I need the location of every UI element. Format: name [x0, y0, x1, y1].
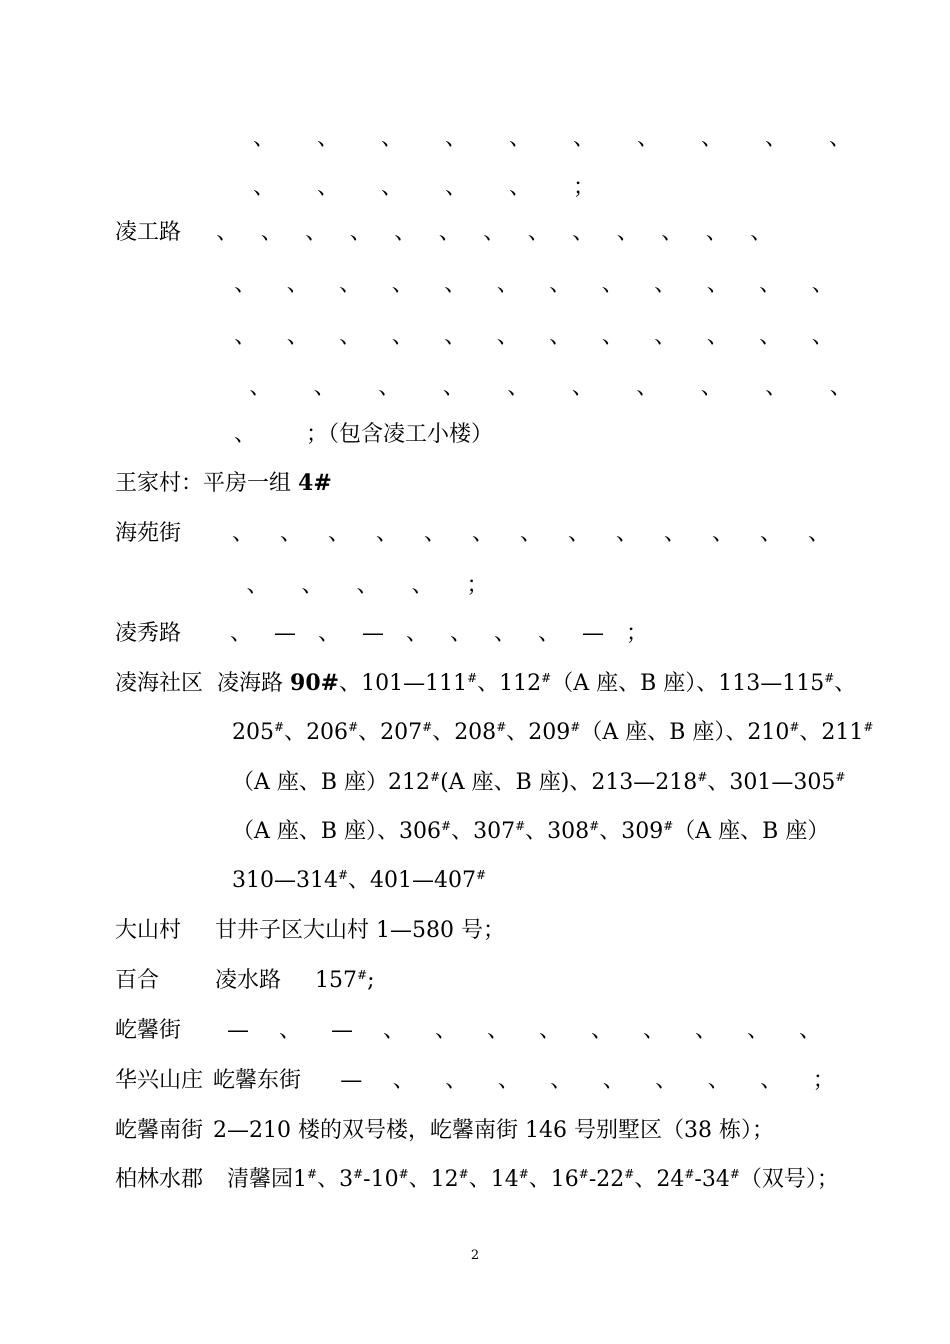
address-text: 、14	[468, 1167, 519, 1192]
separator-mark: 、	[449, 621, 472, 646]
separator-mark: 、	[759, 324, 782, 349]
page-number: 2	[470, 1248, 480, 1263]
section-label-linggong: 凌工路	[115, 220, 182, 245]
separator-mark: 、	[305, 220, 328, 245]
wangjia-label: 王家村：平房一组	[115, 471, 292, 496]
section-label-dashan: 大山村	[115, 918, 182, 943]
linggong-note: （包含凌工小楼）	[328, 422, 494, 447]
address-text: 、101—111	[339, 671, 468, 696]
number-mark: #	[515, 819, 526, 833]
address-text: （A 座、B 座）、210	[580, 720, 790, 745]
separator-mark: 、	[301, 573, 324, 598]
separator-mark: 、	[234, 272, 257, 297]
separator-mark: 、	[765, 375, 788, 400]
number-mark: #	[337, 868, 349, 882]
dashan-value: 甘井子区大山村 1—580 号；	[215, 918, 505, 943]
address-text: （A 座、B 座）、306	[232, 819, 442, 844]
separator-mark: 、	[571, 375, 594, 400]
huaxing-separators	[325, 1064, 850, 1098]
number-mark: #	[353, 1167, 364, 1181]
linghai-line-3	[232, 766, 845, 800]
address-text: (A 座、B 座)、213—218	[440, 770, 698, 795]
bolin-parts	[293, 1167, 839, 1192]
linghai-line-5	[232, 864, 486, 898]
lingxiu-separators	[219, 617, 659, 651]
number-mark: #	[729, 1167, 740, 1181]
linghai-road: 凌海路	[217, 671, 284, 696]
yixinnan-line	[115, 1114, 774, 1148]
address-text: 、307	[451, 819, 516, 844]
number-mark: #	[458, 1167, 469, 1181]
separator-mark: 、	[572, 220, 595, 245]
linggong-row5-semicolon: ；	[306, 422, 329, 447]
number-mark: #	[863, 720, 874, 734]
number-mark: #	[684, 1167, 695, 1181]
address-text: （双号）；	[739, 1167, 839, 1192]
address-text: （A 座、B 座）	[673, 819, 830, 844]
separator-mark: 、	[829, 375, 852, 400]
number-mark: #	[697, 770, 708, 784]
separator-mark: 、	[278, 1018, 301, 1043]
address-text: （A 座、B 座）、113—115	[551, 671, 825, 696]
separator-mark: 、	[327, 521, 350, 546]
separator-mark: 、	[508, 175, 531, 200]
separator-mark: 、	[601, 272, 624, 297]
address-text: 、112	[477, 671, 542, 696]
separator-mark: 、	[798, 1018, 821, 1043]
separator-mark: 、	[286, 324, 309, 349]
address-text: 、16	[528, 1167, 579, 1192]
separator-mark: 、	[760, 1068, 783, 1093]
separator-mark: 、	[234, 324, 257, 349]
address-text: 、207	[358, 720, 423, 745]
wangjia-line	[115, 466, 332, 500]
wangjia-value: 4#	[298, 470, 332, 496]
number-mark: #	[578, 1167, 589, 1181]
linghai-line-2	[232, 716, 873, 750]
address-text: -10	[363, 1167, 399, 1192]
baihe-end: ;	[367, 968, 375, 993]
separator-mark: —	[362, 621, 384, 646]
address-text: 、211	[799, 720, 864, 745]
separator-mark: —	[582, 621, 604, 646]
number-mark: #	[518, 1167, 529, 1181]
yixin-separators	[212, 1014, 836, 1048]
separator-mark: 、	[807, 521, 830, 546]
separator-mark: —	[274, 621, 296, 646]
linghai-line-4	[232, 815, 829, 849]
separator-mark: 、	[661, 220, 684, 245]
separator-mark: 、	[636, 126, 659, 151]
separator-mark: 、	[746, 1018, 769, 1043]
separator-mark: —	[331, 1018, 353, 1043]
number-mark: #	[589, 819, 600, 833]
separator-mark: 、	[391, 272, 414, 297]
separator-mark: 、	[616, 220, 639, 245]
number-mark: #	[541, 671, 552, 685]
linggong-row-1	[205, 216, 784, 250]
address-text: 、12	[408, 1167, 459, 1192]
number-mark: #	[824, 671, 835, 685]
separator-row-1	[232, 122, 872, 156]
number-mark: #	[398, 1167, 409, 1181]
separator-mark: 、	[286, 272, 309, 297]
baihe-road: 凌水路	[215, 968, 282, 993]
linghai-l1	[339, 671, 856, 696]
separator-row-2	[232, 171, 616, 205]
section-label-yixinnan: 屹馨南街	[115, 1118, 204, 1143]
linghai-line-1	[115, 666, 856, 700]
linggong-row-4	[228, 371, 873, 405]
haiyuan-row-1	[219, 517, 843, 551]
address-text: 、3	[317, 1167, 354, 1192]
separator-mark: 、	[444, 126, 467, 151]
address-text: 、24	[634, 1167, 685, 1192]
section-label-bolin: 柏林水郡	[115, 1167, 204, 1192]
address-text: -22	[588, 1167, 625, 1192]
separator-mark: 、	[550, 1068, 573, 1093]
separator-mark: 、	[663, 521, 686, 546]
number-mark: #	[570, 720, 581, 734]
separator-mark: 、	[339, 324, 362, 349]
separator-mark: 、	[486, 1018, 509, 1043]
separator-mark: 、	[438, 220, 461, 245]
yixinnan-value: 2—210 楼的双号楼，屹馨南街 146 号别墅区（38 栋）；	[213, 1118, 774, 1143]
address-text: -34	[694, 1167, 730, 1192]
address-text: 1	[293, 1167, 308, 1192]
separator-mark: 、	[538, 1018, 561, 1043]
separator-mark: 、	[216, 220, 239, 245]
separator-mark: 、	[483, 220, 506, 245]
address-text: 310—314	[232, 868, 338, 893]
separator-mark: 、	[750, 220, 773, 245]
separator-mark: 、	[316, 126, 339, 151]
separator-mark: 、	[655, 1068, 678, 1093]
separator-mark: 、	[394, 220, 417, 245]
separator-mark: —	[227, 1018, 249, 1043]
separator-mark: 、	[527, 220, 550, 245]
separator-mark: 、	[549, 272, 572, 297]
separator-mark: 、	[496, 272, 519, 297]
section-label-huaxing: 华兴山庄	[115, 1068, 204, 1093]
huaxing-line	[115, 1064, 301, 1098]
section-label-yixin: 屹馨街	[115, 1018, 182, 1043]
separator-mark: 、	[828, 126, 851, 151]
separator-mark: 、	[434, 1018, 457, 1043]
separator-mark: 、	[549, 324, 572, 349]
separator-mark: 、	[705, 220, 728, 245]
separator-mark: 、	[508, 126, 531, 151]
separator-mark: 、	[339, 272, 362, 297]
separator-mark: 、	[444, 324, 467, 349]
number-mark: #	[348, 720, 359, 734]
separator-mark: —	[340, 1068, 363, 1093]
number-mark: #	[663, 819, 674, 833]
separator-mark: 、	[654, 324, 677, 349]
separator-mark: 、	[317, 621, 340, 646]
separator-mark: 、	[590, 1018, 613, 1043]
separator-mark: 、	[260, 220, 283, 245]
address-text: 、301—305	[707, 770, 836, 795]
separator-mark: 、	[349, 220, 372, 245]
section-label-haiyuan: 海苑街	[115, 521, 182, 546]
address-text: 、309	[599, 819, 664, 844]
number-mark: #	[496, 720, 507, 734]
baihe-line	[115, 964, 375, 998]
separator-mark: 、	[392, 1068, 415, 1093]
linggong-row-5	[234, 418, 493, 452]
address-text: （A 座、B 座）212	[232, 770, 431, 795]
separator-mark: 、	[706, 324, 729, 349]
separator-mark: 、	[382, 1018, 405, 1043]
separator-mark: 、	[252, 126, 275, 151]
number-mark: #	[624, 1167, 635, 1181]
separator-mark: 、	[537, 621, 560, 646]
separator-mark: 、	[567, 521, 590, 546]
number-mark: #	[835, 770, 846, 784]
section-label-linghai: 凌海社区	[115, 671, 204, 696]
separator-mark: 、	[759, 272, 782, 297]
linggong-row-2	[219, 268, 849, 302]
separator-mark: 、	[378, 375, 401, 400]
separator-mark: 、	[375, 521, 398, 546]
separator-mark: 、	[700, 375, 723, 400]
separator-mark: 、	[405, 621, 428, 646]
separator-mark: 、	[444, 175, 467, 200]
separator-mark: 、	[764, 126, 787, 151]
separator-mark: ；	[572, 175, 595, 200]
number-mark: #	[467, 671, 478, 685]
number-mark: #	[430, 770, 441, 784]
separator-mark: 、	[642, 1018, 665, 1043]
separator-mark: 、	[313, 375, 336, 400]
separator-mark: 、	[654, 272, 677, 297]
separator-mark: 、	[445, 1068, 468, 1093]
number-mark: #	[441, 819, 452, 833]
separator-mark: 、	[759, 521, 782, 546]
separator-mark: 、	[471, 521, 494, 546]
separator-mark: 、	[380, 175, 403, 200]
separator-mark: 、	[356, 573, 379, 598]
separator-mark: 、	[694, 1018, 717, 1043]
baihe-mark: #	[357, 968, 368, 982]
separator-mark: 、	[316, 175, 339, 200]
number-mark: #	[422, 720, 433, 734]
bolin-line	[115, 1163, 839, 1197]
address-text: 、	[834, 671, 857, 696]
separator-mark: 、	[231, 521, 254, 546]
address-text: 、208	[432, 720, 497, 745]
separator-mark: 、	[811, 324, 834, 349]
separator-mark: 、	[711, 521, 734, 546]
linggong-row5-sep: 、	[234, 422, 257, 447]
separator-mark: 、	[811, 272, 834, 297]
separator-mark: 、	[423, 521, 446, 546]
separator-mark: 、	[493, 621, 516, 646]
separator-mark: 、	[572, 126, 595, 151]
separator-mark: 、	[411, 573, 434, 598]
address-text: 、401—407	[348, 868, 477, 893]
separator-mark: 、	[496, 324, 519, 349]
separator-mark: 、	[497, 1068, 520, 1093]
linggong-row-3	[219, 320, 849, 354]
separator-mark: 、	[707, 1068, 730, 1093]
separator-mark: 、	[636, 375, 659, 400]
separator-mark: 、	[442, 375, 465, 400]
separator-mark: 、	[246, 573, 269, 598]
haiyuan-row-2	[230, 569, 505, 603]
separator-mark: 、	[615, 521, 638, 546]
separator-mark: 、	[700, 126, 723, 151]
separator-mark: 、	[519, 521, 542, 546]
separator-mark: ；	[625, 621, 648, 646]
section-label-baihe: 百合	[115, 968, 160, 993]
address-text: 、308	[525, 819, 590, 844]
address-text: 205	[232, 720, 274, 745]
address-text: 、209	[506, 720, 571, 745]
separator-mark: 、	[602, 1068, 625, 1093]
separator-mark: ；	[466, 573, 489, 598]
huaxing-road: 屹馨东街	[213, 1068, 302, 1093]
separator-mark: 、	[279, 521, 302, 546]
separator-mark: 、	[706, 272, 729, 297]
number-mark: #	[307, 1167, 318, 1181]
separator-mark: 、	[229, 621, 252, 646]
number-mark: #	[789, 720, 800, 734]
section-label-lingxiu: 凌秀路	[115, 621, 182, 646]
separator-mark: ；	[812, 1068, 835, 1093]
linghai-first: 90#	[290, 670, 340, 696]
separator-mark: 、	[391, 324, 414, 349]
separator-mark: 、	[252, 175, 275, 200]
separator-mark: 、	[444, 272, 467, 297]
dashan-line	[115, 914, 505, 948]
baihe-value: 157	[315, 968, 358, 993]
address-text: 、206	[284, 720, 349, 745]
separator-mark: 、	[507, 375, 530, 400]
number-mark: #	[476, 868, 487, 882]
separator-mark: 、	[249, 375, 272, 400]
separator-mark: 、	[380, 126, 403, 151]
bolin-road: 清馨园	[227, 1167, 294, 1192]
separator-mark: 、	[601, 324, 624, 349]
number-mark: #	[274, 720, 285, 734]
